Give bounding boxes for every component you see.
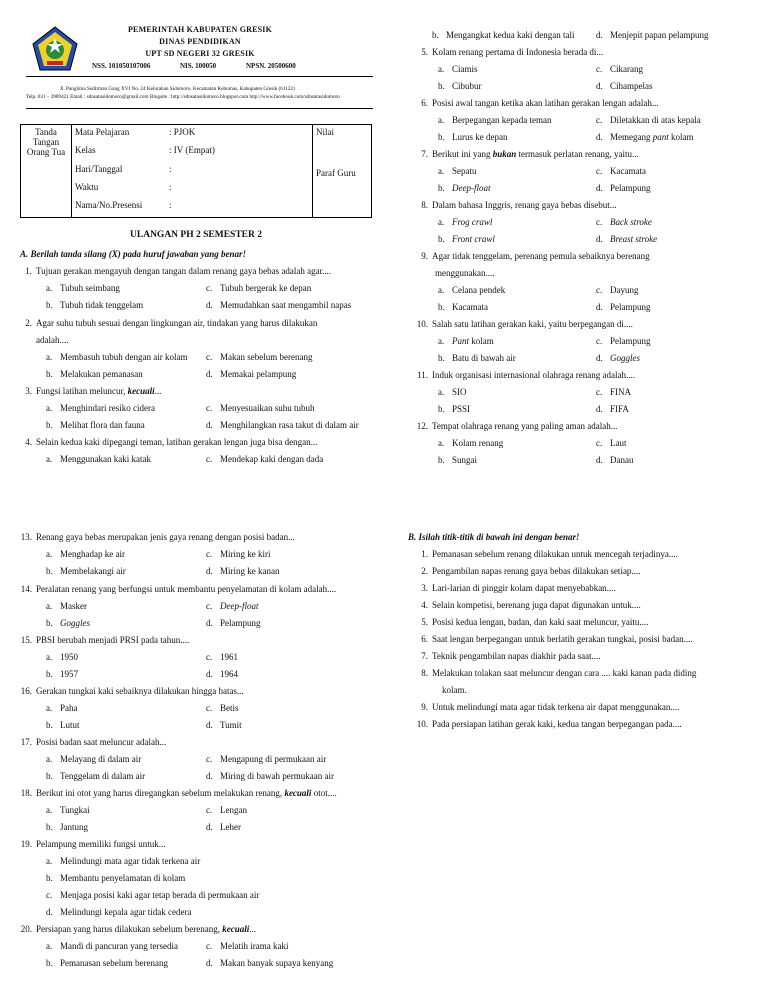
option-18b[interactable]: b. Jantung: [46, 822, 88, 832]
header-nss: NSS. 101050107006: [92, 62, 151, 70]
option-9b[interactable]: b. Kacamata: [438, 302, 488, 312]
question-9-cont: menggunakan....: [435, 268, 495, 278]
option-6d[interactable]: d. Memegang pant kolam: [596, 132, 694, 142]
option-5d[interactable]: d. Cihampelas: [596, 81, 653, 91]
question-3: 3. Fungsi latihan meluncur, kecuali...: [25, 386, 162, 396]
section-a-heading: A. Berilah tanda silang (X) pada huruf jawaban yang benar!: [20, 249, 247, 259]
option-18a[interactable]: a. Tungkai: [46, 805, 90, 815]
option-9d[interactable]: d. Pelampung: [596, 302, 651, 312]
question-5: 5. Kolam renang pertama di Indonesia berada di...: [421, 47, 604, 57]
option-19a[interactable]: a. Melindungi mata agar tidak terkena air: [46, 856, 201, 866]
question-19: 19. Pelampung memiliki fungsi untuk...: [20, 839, 166, 849]
option-7d[interactable]: d. Pelampung: [596, 183, 651, 193]
option-2d[interactable]: d. Memakai pelampung: [206, 369, 297, 379]
header-department: DINAS PENDIDIKAN: [159, 37, 241, 46]
option-2b[interactable]: b. Melakukan pemanasan: [46, 369, 143, 379]
question-7: 7. Berikut ini yang bukan termasuk perlatan renang, yaitu...: [421, 149, 639, 159]
time-label: Waktu: [75, 182, 99, 193]
option-13b[interactable]: b. Membelakangi air: [46, 566, 126, 576]
option-9c[interactable]: c. Dayung: [596, 285, 639, 295]
option-4a[interactable]: a. Menggunakan kaki katak: [46, 454, 151, 464]
fill-in-3: 3. Lari-larian di pinggir kolam dapat menyebabkan....: [421, 583, 616, 593]
subject-value: : PJOK: [169, 127, 196, 137]
subject-label: Mata Pelajaran: [75, 127, 130, 137]
option-1a[interactable]: a. Tubuh seimbang: [46, 283, 120, 293]
option-16c[interactable]: c. Betis: [206, 703, 239, 713]
option-11a[interactable]: a. SIO: [438, 387, 467, 397]
option-15b[interactable]: b. 1957: [46, 669, 78, 679]
option-3d[interactable]: d. Menghilangkan rasa takut di dalam air: [206, 420, 359, 430]
header-npsn: NPSN. 20500600: [246, 62, 296, 70]
fill-in-6: 6. Saat lengan berpegangan untuk berlatih gerakan tungkai, posisi badan....: [421, 634, 693, 644]
fill-in-7: 7. Teknik pengambilan napas diakhir pada saat....: [421, 651, 601, 661]
option-6b[interactable]: b. Lurus ke depan: [438, 132, 508, 142]
fill-in-1: 1. Pemanasan sebelum renang dilakukan untuk mencegah terjadinya....: [421, 549, 678, 559]
option-13c[interactable]: c. Miring ke kiri: [206, 549, 271, 559]
option-2c[interactable]: c. Makan sebelum berenang: [206, 352, 313, 362]
option-11c[interactable]: c. FINA: [596, 387, 632, 397]
header-rule-top: [26, 76, 373, 77]
fill-in-10: 10. Pada persiapan latihan gerak kaki, kedua tangan berpegangan pada....: [416, 719, 682, 729]
date-value[interactable]: :: [169, 163, 172, 174]
student-identity-box: [20, 124, 372, 218]
option-1d[interactable]: d. Memudahkan saat mengambil napas: [206, 300, 352, 310]
option-2a[interactable]: a. Membasuh tubuh dengan air kolam: [46, 352, 188, 362]
option-4c[interactable]: c. Mendekap kaki dengan dada: [206, 454, 324, 464]
teacher-sign-space: [313, 180, 372, 217]
option-7c[interactable]: c. Kacamata: [596, 166, 646, 176]
option-5b[interactable]: b. Cibubur: [438, 81, 482, 91]
question-9: 9. Agar tidak tenggelam, perenang pemula sebaiknya berenang: [421, 251, 650, 261]
option-3c[interactable]: c. Menyesuaikan suhu tubuh: [206, 403, 315, 413]
header-contact: Telp. 031 – 3989421 Email : sdnsatusidomoro@gmail.com Blogsite : http://sdnsatusidomoro.blogspot.com http://www.facebook.com/sdnsatusidomoro: [26, 94, 340, 100]
option-20c[interactable]: c. Melatih irama kaki: [206, 941, 289, 951]
option-16b[interactable]: b. Lutut: [46, 720, 80, 730]
option-3a[interactable]: a. Menghindari resiko cidera: [46, 403, 155, 413]
option-11b[interactable]: b. PSSI: [438, 404, 471, 414]
option-14d[interactable]: d. Pelampung: [206, 618, 261, 628]
option-6c[interactable]: c. Diletakkan di atas kepala: [596, 115, 701, 125]
option-12a[interactable]: a. Kolam renang: [438, 438, 504, 448]
option-12c[interactable]: c. Laut: [596, 438, 627, 448]
section-b-heading: B. Isilah titik-titik di bawah ini dengan benar!: [408, 532, 580, 542]
option-4d[interactable]: d. Menjepit papan pelampung: [596, 30, 709, 40]
option-20a[interactable]: a. Mandi di pancuran yang tersedia: [46, 941, 178, 951]
option-16a[interactable]: a. Paha: [46, 703, 78, 713]
option-20b[interactable]: b. Pemanasan sebelum berenang: [46, 958, 168, 968]
option-19b[interactable]: b. Membantu penyelamatan di kolam: [46, 873, 186, 883]
option-7a[interactable]: a. Sepatu: [438, 166, 477, 176]
question-12: 12. Tempat olahraga renang yang paling aman adalah...: [416, 421, 618, 431]
fill-in-4: 4. Selain kompetisi, berenang juga dapat digunakan untuk....: [421, 600, 641, 610]
option-17d[interactable]: d. Miring di bawah permukaan air: [206, 771, 334, 781]
option-8c[interactable]: c. Back stroke: [596, 217, 652, 227]
option-10b[interactable]: b. Batu di bawah air: [438, 353, 516, 363]
option-14b[interactable]: b. Goggles: [46, 618, 90, 628]
question-4: 4. Selain kedua kaki dipegangi teman, latihan gerakan lengan juga bisa dengan...: [25, 437, 318, 447]
option-17a[interactable]: a. Melayang di dalam air: [46, 754, 142, 764]
option-5a[interactable]: a. Ciamis: [438, 64, 478, 74]
question-13: 13. Renang gaya bebas merupakan jenis gaya renang dengan posisi badan...: [20, 532, 295, 542]
option-18d[interactable]: d. Leher: [206, 822, 241, 832]
name-label: Nama/No.Presensi: [75, 200, 143, 211]
exam-title: ULANGAN PH 2 SEMESTER 2: [130, 230, 262, 240]
question-16: 16. Gerakan tungkai kaki sebaiknya dilakukan hingga batas...: [20, 686, 244, 696]
header-rule-bottom: [26, 108, 373, 109]
question-2-cont: adalah....: [36, 335, 69, 345]
option-3b[interactable]: b. Melihat flora dan fauna: [46, 420, 145, 430]
fill-in-5: 5. Posisi kedua lengan, badan, dan kaki saat meluncur, yaitu....: [421, 617, 649, 627]
option-15a[interactable]: a. 1950: [46, 652, 78, 662]
question-11: 11. Induk organisasi internasional olahraga renang adalah....: [417, 370, 636, 380]
question-8: 8. Dalam bahasa Inggris, renang gaya bebas disebut...: [421, 200, 617, 210]
fill-in-2: 2. Pengambilan napas renang gaya bebas dilakukan setiap....: [421, 566, 641, 576]
question-17: 17. Posisi badan saat meluncur adalah...: [20, 737, 167, 747]
option-12b[interactable]: b. Sungai: [438, 455, 478, 465]
option-17b[interactable]: b. Tenggelam di dalam air: [46, 771, 146, 781]
option-10c[interactable]: c. Pelampung: [596, 336, 651, 346]
fill-in-8: 8. Melakukan tolakan saat meluncur dengan cara .... kaki kanan pada diding: [421, 668, 697, 678]
option-9a[interactable]: a. Celana pendek: [438, 285, 506, 295]
option-20d[interactable]: d. Makan banyak supaya kenyang: [206, 958, 334, 968]
option-1c[interactable]: c. Tubuh bergerak ke depan: [206, 283, 312, 293]
header-address: Jl. Panglima Sudirman Gang XVI No. 24 Kelurahan Sidomoro, Kecamatan Kebomas, Kabupaten Gresik (61122): [60, 86, 295, 92]
score-cell: Nilai: [313, 125, 372, 144]
header-school: UPT SD NEGERI 32 GRESIK: [145, 49, 255, 58]
option-13a[interactable]: a. Menghadap ke air: [46, 549, 125, 559]
fill-in-8-cont: kolam.: [442, 685, 467, 695]
option-8b[interactable]: b. Front crawl: [438, 234, 495, 244]
question-1: 1. Tujuan gerakan mengayuh dengan tangan dalam renang gaya bebas adalah agar....: [25, 266, 332, 276]
class-label: Kelas: [75, 145, 96, 156]
option-10a[interactable]: a. Pant kolam: [438, 336, 494, 346]
option-12d[interactable]: d. Danau: [596, 455, 634, 465]
option-15c[interactable]: c. 1961: [206, 652, 238, 662]
question-2: 2. Agar suhu tubuh sesuai dengan lingkungan air, tindakan yang harus dilakukan: [25, 318, 318, 328]
option-6a[interactable]: a. Berpegangan kepada teman: [438, 115, 552, 125]
option-4b[interactable]: b. Mengangkat kedua kaki dengan tali: [432, 30, 575, 40]
class-value: : IV (Empat): [169, 145, 215, 156]
option-14c[interactable]: c. Deep-float: [206, 601, 259, 611]
school-emblem-icon: [30, 24, 80, 74]
option-10d[interactable]: d. Goggles: [596, 353, 640, 363]
name-value[interactable]: :: [169, 200, 172, 211]
parent-signature-cell: Tanda Tangan Orang Tua: [21, 125, 72, 218]
question-20: 20. Persiapan yang harus dilakukan sebelum berenang, kecuali...: [20, 924, 256, 934]
option-19c[interactable]: c. Menjaga posisi kaki agar tetap berada di permukaan air: [46, 890, 260, 900]
option-15d[interactable]: d. 1964: [206, 669, 238, 679]
option-14a[interactable]: a. Masker: [46, 601, 87, 611]
header-nis: NIS. 100050: [180, 62, 217, 70]
question-6: 6. Posisi awal tangan ketika akan latihan gerakan lengan adalah...: [421, 98, 659, 108]
header-government: PEMERINTAH KABUPATEN GRESIK: [127, 25, 273, 34]
option-1b[interactable]: b. Tubuh tidak tenggelam: [46, 300, 144, 310]
option-7b[interactable]: b. Deep-float: [438, 183, 491, 193]
date-label: Hari/Tanggal: [75, 163, 123, 174]
question-14: 14. Peralatan renang yang berfungsi untuk membantu penyelamatan di kolam adalah....: [20, 584, 337, 594]
question-18: 18. Berikut ini otot yang harus diregangkan sebelum melakukan renang, kecuali otot....: [20, 788, 337, 798]
option-5c[interactable]: c. Cikarang: [596, 64, 643, 74]
option-8d[interactable]: d. Breast stroke: [596, 234, 658, 244]
question-15: 15. PBSI berubah menjadi PRSI pada tahun....: [20, 635, 190, 645]
option-11d[interactable]: d. FIFA: [596, 404, 629, 414]
option-19d[interactable]: d. Melindungi kepala agar tidak cedera: [46, 907, 192, 917]
option-16d[interactable]: d. Tumit: [206, 720, 242, 730]
option-18c[interactable]: c. Lengan: [206, 805, 247, 815]
time-value[interactable]: :: [169, 182, 172, 193]
option-17c[interactable]: c. Mengapung di permukaan air: [206, 754, 327, 764]
fill-in-9: 9. Untuk melindungi mata agar tidak terkena air dapat menggunakan....: [421, 702, 680, 712]
teacher-initial-cell: Paraf Guru: [313, 143, 372, 180]
option-13d[interactable]: d. Miring ke kanan: [206, 566, 280, 576]
option-8a[interactable]: a. Frog crawl: [438, 217, 493, 227]
question-10: 10. Salah satu latihan gerakan kaki, yaitu berpegangan di....: [416, 319, 633, 329]
